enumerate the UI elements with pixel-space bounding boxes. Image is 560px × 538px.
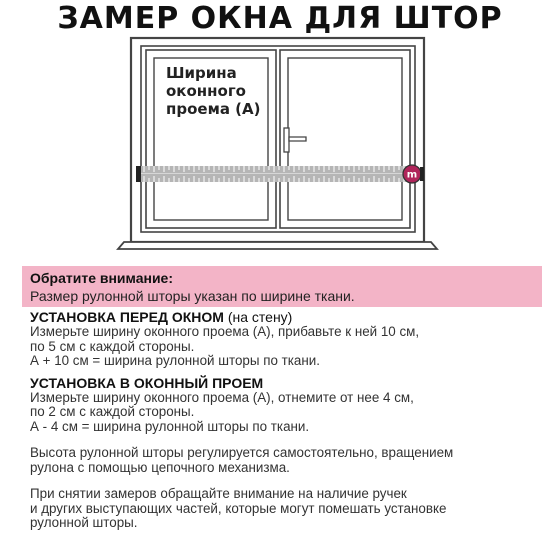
label-line: проема (А) [166, 100, 261, 118]
section-title: УСТАНОВКА В ОКОННЫЙ ПРОЕМ [30, 374, 264, 391]
section-line: и других выступающих частей, которые могут помешать установке [30, 500, 447, 516]
section-line: по 2 см с каждой стороны. [30, 404, 195, 419]
section-obstacles-note [30, 487, 550, 531]
section-wall-mount [30, 310, 550, 369]
section-line: рулона с помощью цепочного механизма. [30, 459, 290, 475]
notice-title: Обратите внимание: [30, 270, 174, 286]
notice-text: Размер рулонной шторы указан по ширине ткани. [30, 288, 355, 304]
window-handle-lever [289, 137, 306, 141]
window-width-label [166, 64, 286, 118]
window-sill [118, 242, 437, 249]
section-line: по 5 см с каждой стороны. [30, 338, 195, 354]
label-line: оконного [166, 82, 246, 100]
section-title: УСТАНОВКА ПЕРЕД ОКНОМ (на стену) [30, 309, 293, 325]
section-line: А + 10 см = ширина рулонной шторы по ткани. [30, 353, 320, 368]
section-line: А - 4 см = ширина рулонной шторы по ткани. [30, 418, 310, 434]
section-line: При снятии замеров обращайте внимание на наличие ручек [30, 486, 407, 501]
page-title: ЗАМЕР ОКНА ДЛЯ ШТОР [57, 1, 503, 36]
instructions [30, 310, 550, 538]
section-line: рулонной шторы. [30, 515, 138, 530]
label-line: Ширина [166, 64, 237, 82]
section-recess-mount [30, 376, 550, 435]
tape-end-left [136, 166, 141, 182]
tape-end-right [420, 167, 424, 181]
section-line: Измерьте ширину оконного проема (А), прибавьте к ней 10 см, [30, 324, 420, 339]
section-height-note [30, 446, 550, 475]
section-line: Измерьте ширину оконного проема (А), отнемите от нее 4 см, [30, 389, 414, 405]
notice-banner [22, 266, 542, 307]
tape-badge-letter: m [406, 169, 418, 181]
section-line: Высота рулонной шторы регулируется самостоятельно, вращением [30, 445, 454, 460]
window-handle-base [284, 128, 289, 152]
